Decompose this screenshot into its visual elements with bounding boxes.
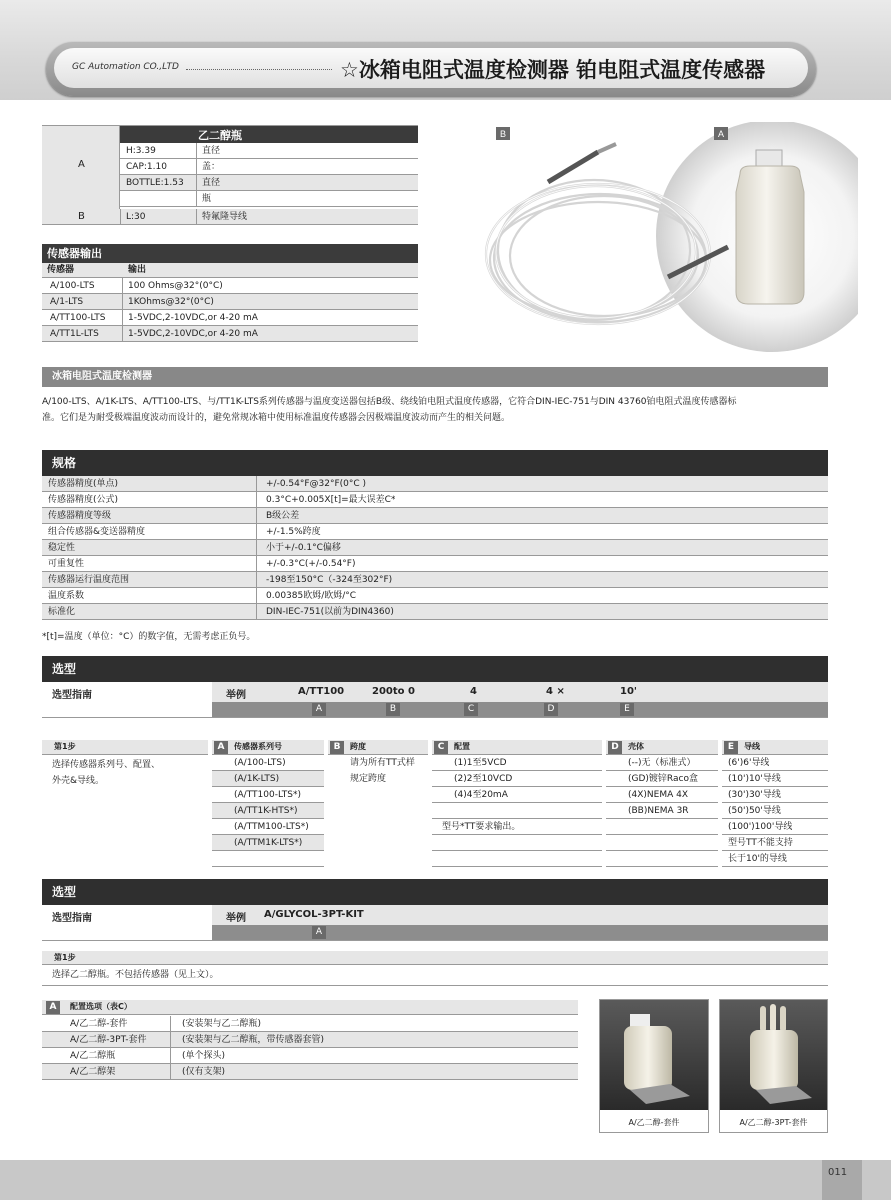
dimensions-row — [120, 159, 418, 175]
page-title: ☆冰箱电阻式温度检测器 铂电阻式温度传感器 — [340, 58, 766, 82]
config-header — [42, 1000, 578, 1015]
sensor-output-value: 1KOhms@32°(0°C) — [128, 297, 214, 307]
sensor-output-col-sensor: 传感器 — [47, 265, 75, 275]
product-image — [478, 122, 858, 362]
column-c-letter: C — [434, 741, 448, 754]
spec-row — [42, 476, 828, 492]
image-label-b: B — [499, 129, 507, 139]
column-d-title: 壳体 — [628, 742, 644, 751]
sensor-probe-illustration — [478, 122, 858, 362]
glycol-bottle — [736, 150, 804, 304]
selection1-guide-label: 选型指南 — [52, 690, 92, 701]
sensor-output-row — [42, 294, 418, 310]
column-e-item: (30')30'导线 — [728, 790, 781, 800]
photo-caption-kit: A/乙二醇-套件 — [628, 1118, 680, 1127]
config-row — [42, 1016, 578, 1032]
dimensions-value: L:30 — [126, 212, 146, 222]
column-e-item: 长于10'的导线 — [728, 854, 787, 864]
spec-key: 温度系数 — [48, 591, 85, 601]
column-a — [212, 740, 324, 870]
spec-value: B级公差 — [266, 511, 300, 521]
sensor-output-header-row — [42, 263, 418, 278]
step1b-text: 选择乙二醇瓶。不包括传感器（见上文）。 — [52, 970, 219, 980]
config-desc: (安装架与乙二醇瓶，带传感器套管) — [182, 1035, 325, 1045]
example-letter-c: C — [464, 703, 478, 716]
column-c-item: (4)4至20mA — [454, 790, 508, 800]
sensor-output-col-output: 输出 — [128, 265, 147, 275]
sensor-output-value: 1-5VDC,2-10VDC,or 4-20 mA — [128, 329, 258, 339]
column-e-item: (50')50'导线 — [728, 806, 781, 816]
column-b — [328, 740, 428, 870]
spec-value: 0.3°C+0.005X[t]=最大误差C* — [266, 495, 396, 505]
step1-text-line-1: 选择传感器系列号、配置、 — [52, 760, 161, 770]
spec-row — [42, 492, 828, 508]
column-a-title: 传感器系列号 — [234, 742, 282, 751]
column-b-item: 请为所有TT式样 — [350, 758, 415, 768]
config-table — [42, 1000, 578, 1082]
config-name: A/乙二醇-套件 — [70, 1019, 128, 1029]
selection2-guide — [42, 905, 828, 941]
spec-key: 传感器精度(公式) — [48, 495, 119, 505]
column-e-item: (100')100'导线 — [728, 822, 793, 832]
spec-row — [42, 604, 828, 620]
spec-row — [42, 572, 828, 588]
glycol-kit-image — [600, 1000, 708, 1110]
column-d-item: (BB)NEMA 3R — [628, 806, 689, 816]
sensor-output-row — [42, 310, 418, 326]
spec-value: 0.00385欧姆/欧姆/°C — [266, 591, 357, 601]
config-desc: (安装架与乙二醇瓶) — [182, 1019, 262, 1029]
column-c-item: (2)2至10VCD — [454, 774, 513, 784]
column-e-item: (6')6'导线 — [728, 758, 770, 768]
sensor-output-row — [42, 326, 418, 342]
image-label-a: A — [717, 129, 725, 139]
specs-table — [42, 476, 828, 622]
sensor-output-row — [42, 278, 418, 294]
dimensions-row — [120, 175, 418, 191]
footer-band — [0, 1160, 891, 1200]
config-desc: (仅有支架) — [182, 1067, 226, 1077]
config-title: 配置选项（表C） — [70, 1002, 132, 1011]
dimensions-row — [120, 143, 418, 159]
spec-key: 组合传感器&变送器精度 — [48, 527, 146, 537]
dimensions-header-label: 乙二醇瓶 — [198, 129, 242, 142]
spec-row — [42, 540, 828, 556]
photo-caption-3pt-kit: A/乙二醇-3PT-套件 — [739, 1118, 808, 1127]
config-name: A/乙二醇架 — [70, 1067, 116, 1077]
config-letter: A — [46, 1001, 60, 1014]
dimensions-row — [42, 209, 418, 225]
column-e-letter: E — [724, 741, 738, 754]
example-part-b: 200to 0 — [372, 686, 415, 697]
selection1-title: 选型 — [42, 656, 828, 682]
selection1-example-label: 举例 — [226, 690, 246, 701]
spec-value: +/-0.54°F@32°F(0°C ) — [266, 479, 367, 489]
selection1-grid — [42, 740, 828, 870]
sensor-output-value: 1-5VDC,2-10VDC,or 4-20 mA — [128, 313, 258, 323]
step1-text-line-2: 外壳&导线。 — [52, 776, 105, 786]
selection2-guide-label: 选型指南 — [52, 913, 92, 924]
sensor-output-sensor: A/100-LTS — [50, 281, 95, 291]
sensor-output-value: 100 Ohms@32°(0°C) — [128, 281, 223, 291]
column-e-item: (10')10'导线 — [728, 774, 781, 784]
column-d-item: (GD)镀锌Raco盒 — [628, 774, 698, 784]
column-e-item: 型号TT不能支持 — [728, 838, 793, 848]
column-a-item: (A/TT100-LTS*) — [234, 790, 301, 800]
dimensions-desc: 盖： — [202, 162, 221, 172]
column-b-item: 规定跨度 — [350, 774, 387, 784]
config-row — [42, 1032, 578, 1048]
spec-row — [42, 588, 828, 604]
config-row — [42, 1048, 578, 1064]
column-a-letter: A — [214, 741, 228, 754]
spec-key: 可重复性 — [48, 559, 85, 569]
spec-row — [42, 524, 828, 540]
column-b-title: 跨度 — [350, 742, 366, 751]
example-part-c: 4 — [470, 686, 477, 697]
spec-key: 传感器运行温度范围 — [48, 575, 130, 585]
page-number: 011 — [828, 1167, 848, 1178]
column-d-letter: D — [608, 741, 622, 754]
page-number-box — [822, 1160, 862, 1200]
sensor-output-title: 传感器输出 — [42, 244, 418, 263]
step1-label: 第1步 — [54, 742, 76, 751]
company-name: GC Automation CO.,LTD — [72, 62, 179, 72]
dimensions-desc: 直径 — [202, 178, 221, 188]
column-c-title: 配置 — [454, 742, 470, 751]
specs-footnote: *[t]=温度（单位：°C）的数字值，无需考虑正负号。 — [42, 632, 256, 642]
dimensions-header-bar — [120, 126, 418, 143]
column-a-item: (A/TTM100-LTS*) — [234, 822, 309, 832]
example-part-d: 4 × — [546, 686, 565, 697]
config-name: A/乙二醇-3PT-套件 — [70, 1035, 147, 1045]
column-e-title: 导线 — [744, 742, 760, 751]
selection2-title: 选型 — [42, 879, 828, 905]
spec-row — [42, 556, 828, 572]
step1b-label: 第1步 — [54, 953, 76, 962]
glycol-3pt-kit-image — [720, 1000, 827, 1110]
intro-text-line-2: 准。它们是为耐受极端温度波动而设计的，避免常规冰箱中使用标准温度传感器会因极端温度波动而产生的相关问题。 — [42, 413, 511, 423]
example-letter-a: A — [312, 703, 326, 716]
intro-text-line-1: A/100-LTS、A/1K-LTS、A/TT100-LTS、与/TT1K-LTS系列传感器与温度变送器包括B级、绕线铂电阻式温度传感器，它符合DIN-IEC-751与DIN 43760铂电阻式温度传感器标 — [42, 397, 737, 407]
column-d-item: (4X)NEMA 4X — [628, 790, 689, 800]
spec-key: 传感器精度等级 — [48, 511, 112, 521]
sensor-output-sensor: A/TT100-LTS — [50, 313, 106, 323]
example-part-e: 10' — [620, 686, 637, 697]
dimensions-value: CAP:1.10 — [126, 162, 167, 172]
sensor-output-sensor: A/1-LTS — [50, 297, 84, 307]
step1-header — [42, 740, 208, 755]
spec-row — [42, 508, 828, 524]
column-c — [432, 740, 602, 870]
spec-value: 小于+/-0.1°C偏移 — [266, 543, 341, 553]
column-d-item: (--)无（标准式） — [628, 758, 696, 768]
spec-value: +/-1.5%跨度 — [266, 527, 321, 537]
selection2-letter-a: A — [312, 926, 326, 939]
config-row — [42, 1064, 578, 1080]
example-letter-e: E — [620, 703, 634, 716]
column-c-item: 型号*TT要求输出。 — [442, 822, 521, 832]
spec-value: DIN-IEC-751(以前为DIN4360) — [266, 607, 394, 617]
example-letter-d: D — [544, 703, 558, 716]
column-d — [606, 740, 718, 870]
selection1-guide — [42, 682, 828, 718]
sensor-output-table — [42, 244, 418, 344]
dimensions-desc: 特氟隆导线 — [202, 212, 248, 222]
column-a-item: (A/TT1K-HTS*) — [234, 806, 298, 816]
example-letter-b: B — [386, 703, 400, 716]
photo-glycol-3pt-kit — [719, 999, 828, 1133]
column-a-item: (A/1K-LTS) — [234, 774, 280, 784]
column-e — [722, 740, 828, 870]
config-desc: (单个探头) — [182, 1051, 226, 1061]
spec-value: -198至150°C（-324至302°F) — [266, 575, 393, 585]
column-a-item: (A/TTM1K-LTS*) — [234, 838, 303, 848]
selection2-example-value: A/GLYCOL-3PT-KIT — [264, 909, 364, 920]
specs-title: 规格 — [42, 450, 828, 476]
selection2-example-label: 举例 — [226, 913, 246, 924]
photo-glycol-kit — [599, 999, 709, 1133]
config-name: A/乙二醇瓶 — [70, 1051, 116, 1061]
spec-value: +/-0.3°C(+/-0.54°F) — [266, 559, 356, 569]
column-b-letter: B — [330, 741, 344, 754]
dotted-divider — [186, 69, 332, 70]
probe-tip-b — [548, 152, 598, 182]
dimensions-key-a: A — [78, 159, 85, 170]
column-c-item: (1)1至5VCD — [454, 758, 507, 768]
dimensions-value: H:3.39 — [126, 146, 156, 156]
column-a-item: (A/100-LTS) — [234, 758, 286, 768]
sensor-output-sensor: A/TT1L-LTS — [50, 329, 99, 339]
dimensions-key-b: B — [78, 211, 85, 222]
spec-key: 标准化 — [48, 607, 76, 617]
spec-key: 传感器精度(单点) — [48, 479, 119, 489]
dimensions-row — [120, 191, 418, 207]
dimensions-desc: 瓶 — [202, 194, 212, 204]
intro-title: 冰箱电阻式温度检测器 — [42, 367, 828, 387]
dimensions-table — [42, 125, 418, 225]
dimensions-desc: 直径 — [202, 146, 221, 156]
spec-key: 稳定性 — [48, 543, 76, 553]
step1b-header — [42, 951, 828, 965]
example-part-a: A/TT100 — [298, 686, 345, 697]
dimensions-value: BOTTLE:1.53 — [126, 178, 184, 188]
